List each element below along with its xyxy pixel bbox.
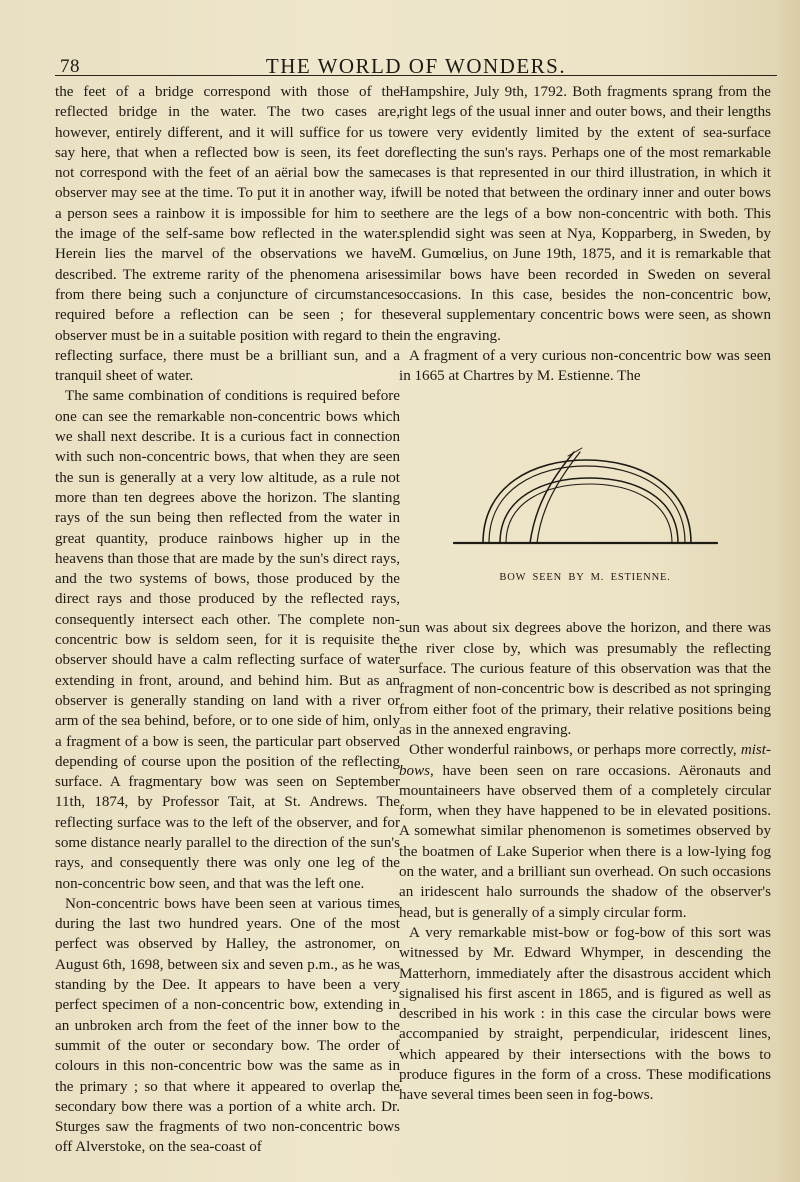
- running-title: THE WORLD OF WONDERS.: [265, 54, 567, 78]
- header-rule: [55, 75, 777, 76]
- left-column: [55, 82, 400, 1158]
- paragraph: [399, 740, 771, 923]
- paragraph: The same combination of conditions is required before one can see the remarkable non-concentric bows which we shall next describe. It is a curious fact in connection with such non-concentric bows, that when they are seen the sun is generally at a very low altitude, as a rule not more than ten degrees above the horizon. The slanting rays of the sun being then reflected from the water in great quantity, produce rainbows higher up in the heavens than those that are made by the sun's direct rays, and the two systems of bows, those produced by the direct rays and those produced by the reflected rays, consequently intersect each other. The complete non-concentric bow is seldom seen, for it is requisite the observer should have a calm reflecting surface of water extending in front, around, and behind him. But as an observer is generally standing on land with a river or arm of the sea behind, before, or to one side of him, only a fragment of a bow is seen, the particular part observed depending of course upon the position of the reflecting surface. A fragmentary bow was seen on September 11th, 1874, by Professor Tait, at St. Andrews. The reflecting surface was to the left of the observer, and for some distance nearly parallel to the direction of the sun's rays, and consequently there was only one leg of the non-concentric bow seen, and that was the left one.: [55, 388, 400, 892]
- paragraph: Non-concentric bows have been seen at various times during the last two hundred years. One of the most perfect was observed by Halley, the astronomer, on August 6th, 1698, between six and seven p.m., as he was standing by the Dee. It appears to have been a very perfect specimen of a non-concentric bow, extending in an unbroken arch from the feet of the inner bow to the summit of the outer or secondary bow. The order of colours in this non-concentric bow was the same as in the primary ; so that where it appeared to overlap the secondary bow there was a portion of a white arch. Dr. Sturges saw the fragments of two non-concentric bows off Alverstoke, on the sea-coast of: [55, 895, 400, 1156]
- outer-bow: [483, 460, 691, 543]
- bow-engraving-figure: [399, 390, 771, 612]
- paragraph-text: , have been seen on rare occasions. Aëronauts and mountaineers have observed them of a completely circular form, when they have happened to be in elevated positions. A somewhat similar phenomenon is sometimes observed by the boatmen of Lake Superior when there is a low-lying fog on the water, and a brilliant sun overhead. On such occasions an iridescent halo surrounds the shadow of the observer's head, but is generally of a simply circular form.: [399, 762, 771, 921]
- right-column: [399, 82, 771, 1106]
- paragraph: the feet of a bridge correspond with those of the reflected bridge in the water. The two cases are, however, entirely different, and it will suffice for us to say here, that when a reflected bow is seen, its feet do not correspond with the feet of an aërial bow the same observer may see at the time. To put it in another way, if a person sees a rainbow it is impossible for him to see the image of the self-same bow reflected in the water. Herein lies the marvel of the observations we have described. The extreme rarity of the phenomena arises from there being such a conjuncture of circumstances required before a reflection can be seen ; for the observer must be in a suitable position with regard to the reflecting surface, there must be a brilliant sun, and a tranquil sheet of water.: [55, 84, 400, 385]
- paragraph: Hampshire, July 9th, 1792. Both fragments sprang from the right legs of the usual inner and outer bows, and their lengths were very evidently limited by the extent of sea-surface reflecting the sun's rays. Perhaps one of the most remarkable cases is that represented in our third illustration, in which it will be noted that between the ordinary inner and outer bows there are the legs of a bow non-concentric with both. This splendid sight was seen at Nya, Kopparberg, in Sweden, by M. Gumœlius, on June 19th, 1875, and it is remarkable that similar bows have been recorded in Sweden on several occasions. In this case, besides the non-concentric bow, several supplementary concentric bows were seen, as shown in the engraving.: [399, 84, 771, 344]
- paragraph-text: Other wonderful rainbows, or perhaps more correctly,: [409, 742, 741, 759]
- inner-bow: [500, 478, 678, 543]
- italic-term: mist-bows: [399, 742, 771, 779]
- paragraph: A very remarkable mist-bow or fog-bow of this sort was witnessed by Mr. Edward Whymper, in descending the Matterhorn, immediately after the disastrous accident which signalised his first ascent in 1865, and is figured as well as described in his work : in this case the circular bows were accompanied by straight, perpendicular, iridescent lines, which appeared by their intersections with the bows to produce figures in the form of a cross. These modifications have several times been seen in fog-bows.: [399, 924, 771, 1104]
- page-number: 78: [60, 56, 80, 77]
- non-concentric-bow-fragment: [530, 452, 574, 543]
- page-header: [55, 48, 777, 78]
- figure-caption: BOW SEEN BY M. ESTIENNE.: [499, 572, 671, 584]
- paragraph: A fragment of a very curious non-concentric bow was seen in 1665 at Chartres by M. Estienne. The: [399, 347, 771, 385]
- paragraph: sun was about six degrees above the horizon, and there was the river close by, which was presumably the reflecting surface. The curious feature of this observation was that the fragment of non-concentric bow is described as not springing from either foot of the primary, their relative positions being as in the annexed engraving.: [399, 620, 771, 738]
